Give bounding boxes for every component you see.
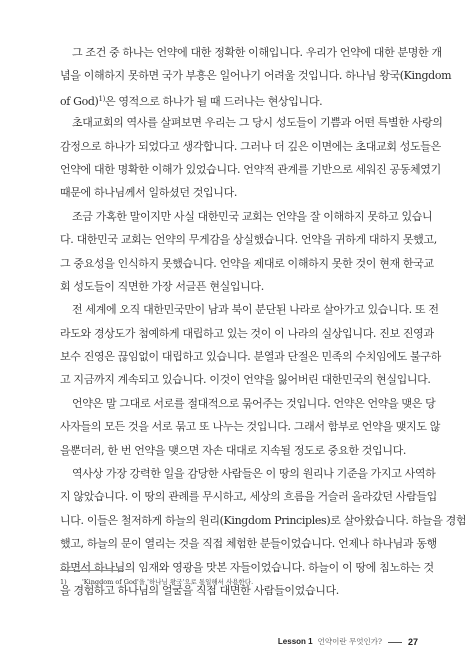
text-line: 라도와 경상도가 첨예하게 대립하고 있는 것이 이 나라의 실상입니다. 진보 진영과 [60, 326, 434, 340]
text-line: 지 않았습니다. 이 땅의 관례를 무시하고, 세상의 흐름을 거슬러 올라갔던 사람들입 [60, 490, 437, 504]
text-line: 회 성도들이 직면한 가장 서글픈 현실입니다. [60, 279, 264, 293]
text-line: 념을 이해하지 못하면 국가 부흥은 일어나기 어려울 것입니다. 하나님 왕국(Kingdom [60, 69, 452, 83]
text-line: 초대교회의 역사를 살펴보면 우리는 그 당시 성도들이 기쁨과 어떤 특별한 사랑의 [72, 116, 443, 130]
paragraph-2 [60, 111, 443, 205]
text-fragment: 은 영적으로 하나가 될 때 드러나는 현상입니다. [104, 94, 323, 108]
text-line: 언약에 대한 명확한 이해가 있었습니다. 언약적 관계를 기반으로 세워진 공동체였기 [60, 162, 441, 176]
footnote-divider [60, 570, 124, 571]
text-line: 전 세계에 오직 대한민국만이 남과 북이 분단된 나라로 살아가고 있습니다. 또 전 [72, 303, 439, 317]
paragraph-1 [60, 41, 452, 111]
footnote-number: 1) [60, 578, 67, 586]
footnote-marker: 1) [98, 94, 105, 103]
lesson-label: Lesson 1 [277, 637, 313, 646]
text-line: 을뿐더러, 한 번 언약을 맺으면 자손 대대로 지속될 정도로 중요한 것입니다. [60, 443, 407, 457]
text-fragment: of God) [60, 94, 99, 108]
paragraph-4 [60, 298, 441, 392]
text-line: 그 조건 중 하나는 언약에 대한 정확한 이해입니다. 우리가 언약에 대한 분명한 개 [72, 46, 442, 59]
text-line [60, 88, 418, 111]
text-line: 니다. 이들은 철저하게 하늘의 원리(Kingdom Principles)로 살아왔습니다. 하늘을 경험 [60, 513, 467, 527]
text-line: 보수 진영은 끊임없이 대립하고 있습니다. 분열과 단절은 민족의 수치임에도 불구하 [60, 350, 441, 364]
text-line: 고 지금까지 계속되고 있습니다. 이것이 언약을 잃어버린 대한민국의 현실입니다. [60, 373, 431, 387]
text-line: 역사상 가장 강력한 일을 감당한 사람들은 이 땅의 원리나 기준을 가지고 사역하 [72, 467, 436, 481]
text-line: 조금 가혹한 말이지만 사실 대한민국 교회는 언약을 잘 이해하지 못하고 있습니 [72, 209, 433, 223]
text-line: 감정으로 하나가 되었다고 생각합니다. 그러나 더 깊은 이면에는 초대교회 성도들은 [60, 139, 441, 153]
lesson-title: 언약이란 무엇인가? [317, 637, 382, 646]
footer-divider [388, 642, 402, 643]
text-line: 그 중요성을 인식하지 못했습니다. 언약을 제대로 이해하지 못한 것이 현재 한국교 [60, 256, 434, 270]
text-line: 하면서 하나님의 임재와 영광을 맛본 자들이었습니다. 하늘이 이 땅에 침노하는 것 [60, 560, 434, 574]
paragraph-5 [60, 392, 441, 462]
page-number: 27 [407, 636, 418, 647]
text-line: 했고, 하늘의 문이 열리는 것을 직접 체험한 분들이었습니다. 언제나 하나님과 동행 [60, 537, 437, 551]
text-line: 때문에 하나님께서 일하셨던 것입니다. [60, 186, 238, 200]
text-line: 사자들의 모든 것을 서로 묶고 또 나누는 것입니다. 그래서 함부로 언약을 맺지도 않 [60, 420, 441, 434]
text-line: 을 경험하고 하나님의 얼굴을 직접 대면한 사람들이었습니다. [60, 583, 339, 597]
page-footer [278, 636, 418, 647]
paragraph-3 [60, 205, 437, 299]
text-line: 다. 대한민국 교회는 언약의 무게감을 상실했습니다. 언약을 귀하게 대하지 못했고, [60, 233, 437, 247]
text-line: 언약은 말 그대로 서로를 절대적으로 묶어주는 것입니다. 언약은 언약을 맺은 당 [72, 396, 436, 410]
body-text [60, 41, 467, 602]
footnote-text: 'Kingdom of God'을 '하나님 왕국'으로 통일해서 사용한다. [82, 578, 254, 586]
footnote [60, 577, 253, 586]
